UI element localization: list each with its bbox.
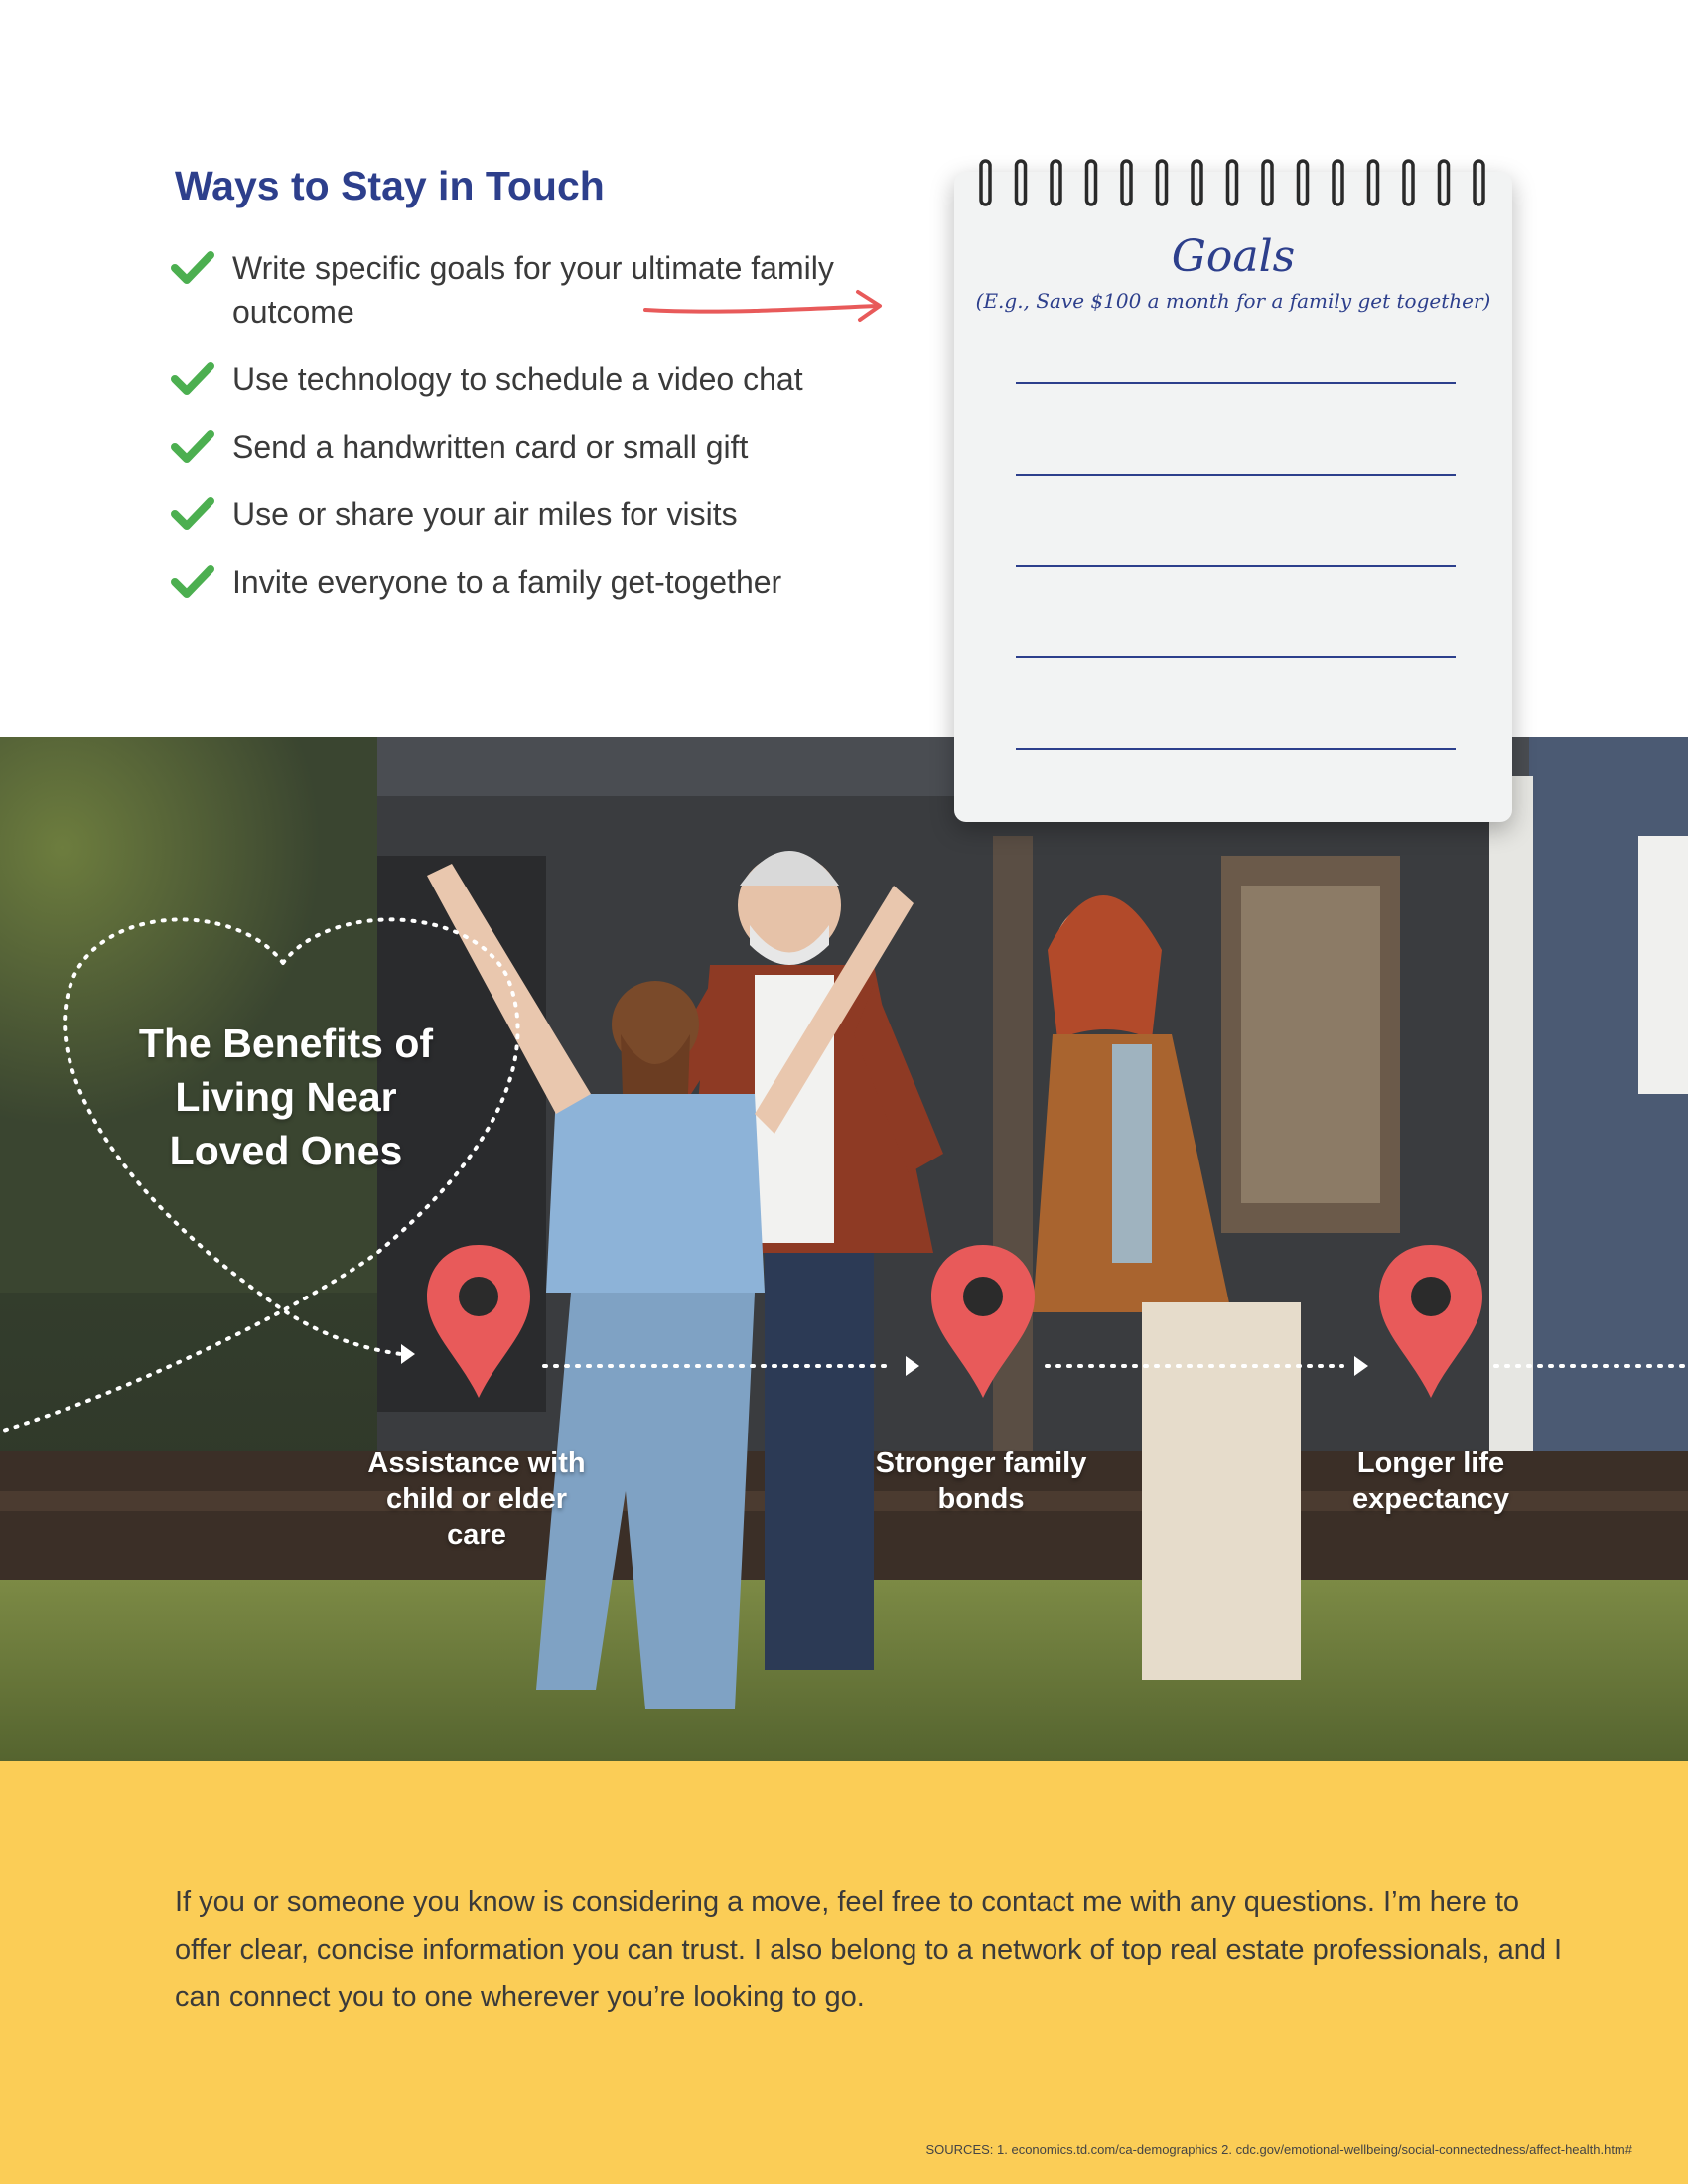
- family-photo: [0, 737, 1688, 1761]
- check-icon: [171, 496, 214, 532]
- list-item-label: Use technology to schedule a video chat: [232, 361, 803, 397]
- goal-line[interactable]: [1016, 474, 1456, 476]
- spiral-ring: [981, 161, 990, 205]
- check-icon: [171, 564, 214, 600]
- list-item: [169, 425, 904, 469]
- spiral-ring: [1193, 161, 1201, 205]
- benefit-label: Longer life expectancy: [1352, 1447, 1509, 1515]
- contact-message: If you or someone you know is considering a move, feel free to contact me with any questions. I’m here to offer clear, concise information you can trust. I also belong to a network of top real estate professionals, and I can connect you to one wherever you’re looking to go.: [175, 1886, 1563, 2013]
- list-item: [169, 492, 904, 536]
- list-item-label: Send a handwritten card or small gift: [232, 429, 749, 465]
- spiral-ring: [1475, 161, 1483, 205]
- goal-line[interactable]: [1016, 748, 1456, 750]
- list-item: [169, 560, 904, 604]
- spiral-ring: [1263, 161, 1272, 205]
- spiral-ring: [1369, 161, 1378, 205]
- check-icon: [171, 250, 214, 286]
- goal-line[interactable]: [1016, 565, 1456, 567]
- goals-title: Goals: [1171, 231, 1296, 282]
- arrow-right-icon: [643, 286, 886, 326]
- spiral-ring: [1017, 161, 1026, 205]
- spiral-ring: [1299, 161, 1308, 205]
- ways-title: Ways to Stay in Touch: [175, 163, 605, 208]
- benefit-label: Assistance with child or elder care: [367, 1447, 586, 1551]
- spiral-ring: [1158, 161, 1167, 205]
- goal-line[interactable]: [1016, 656, 1456, 658]
- list-item-label: Invite everyone to a family get-together: [232, 564, 782, 600]
- spiral-ring: [1404, 161, 1413, 205]
- benefits-heading: The Benefits of Living Near Loved Ones: [138, 1021, 434, 1173]
- goals-subtitle: (E.g., Save $100 a month for a family get together): [975, 289, 1491, 313]
- spiral-ring: [1087, 161, 1096, 205]
- spiral-ring: [1052, 161, 1060, 205]
- list-item-label: Use or share your air miles for visits: [232, 496, 738, 532]
- list-item-label: Write specific goals for your ultimate family outcome: [232, 250, 834, 330]
- spiral-ring: [1440, 161, 1449, 205]
- spiral-ring: [1122, 161, 1131, 205]
- list-item: [169, 357, 904, 401]
- spiral-ring: [1228, 161, 1237, 205]
- benefit-label: Stronger family bonds: [875, 1447, 1087, 1515]
- spiral-ring: [1334, 161, 1342, 205]
- spiral-binding-icon: [973, 159, 1494, 208]
- goals-notepad: [954, 172, 1512, 822]
- goal-line[interactable]: [1016, 382, 1456, 384]
- check-icon: [171, 429, 214, 465]
- sources-note: SOURCES: 1. economics.td.com/ca-demographics 2. cdc.gov/emotional-wellbeing/social-connectedness/affect-health.htm#: [925, 2142, 1632, 2157]
- check-icon: [171, 361, 214, 397]
